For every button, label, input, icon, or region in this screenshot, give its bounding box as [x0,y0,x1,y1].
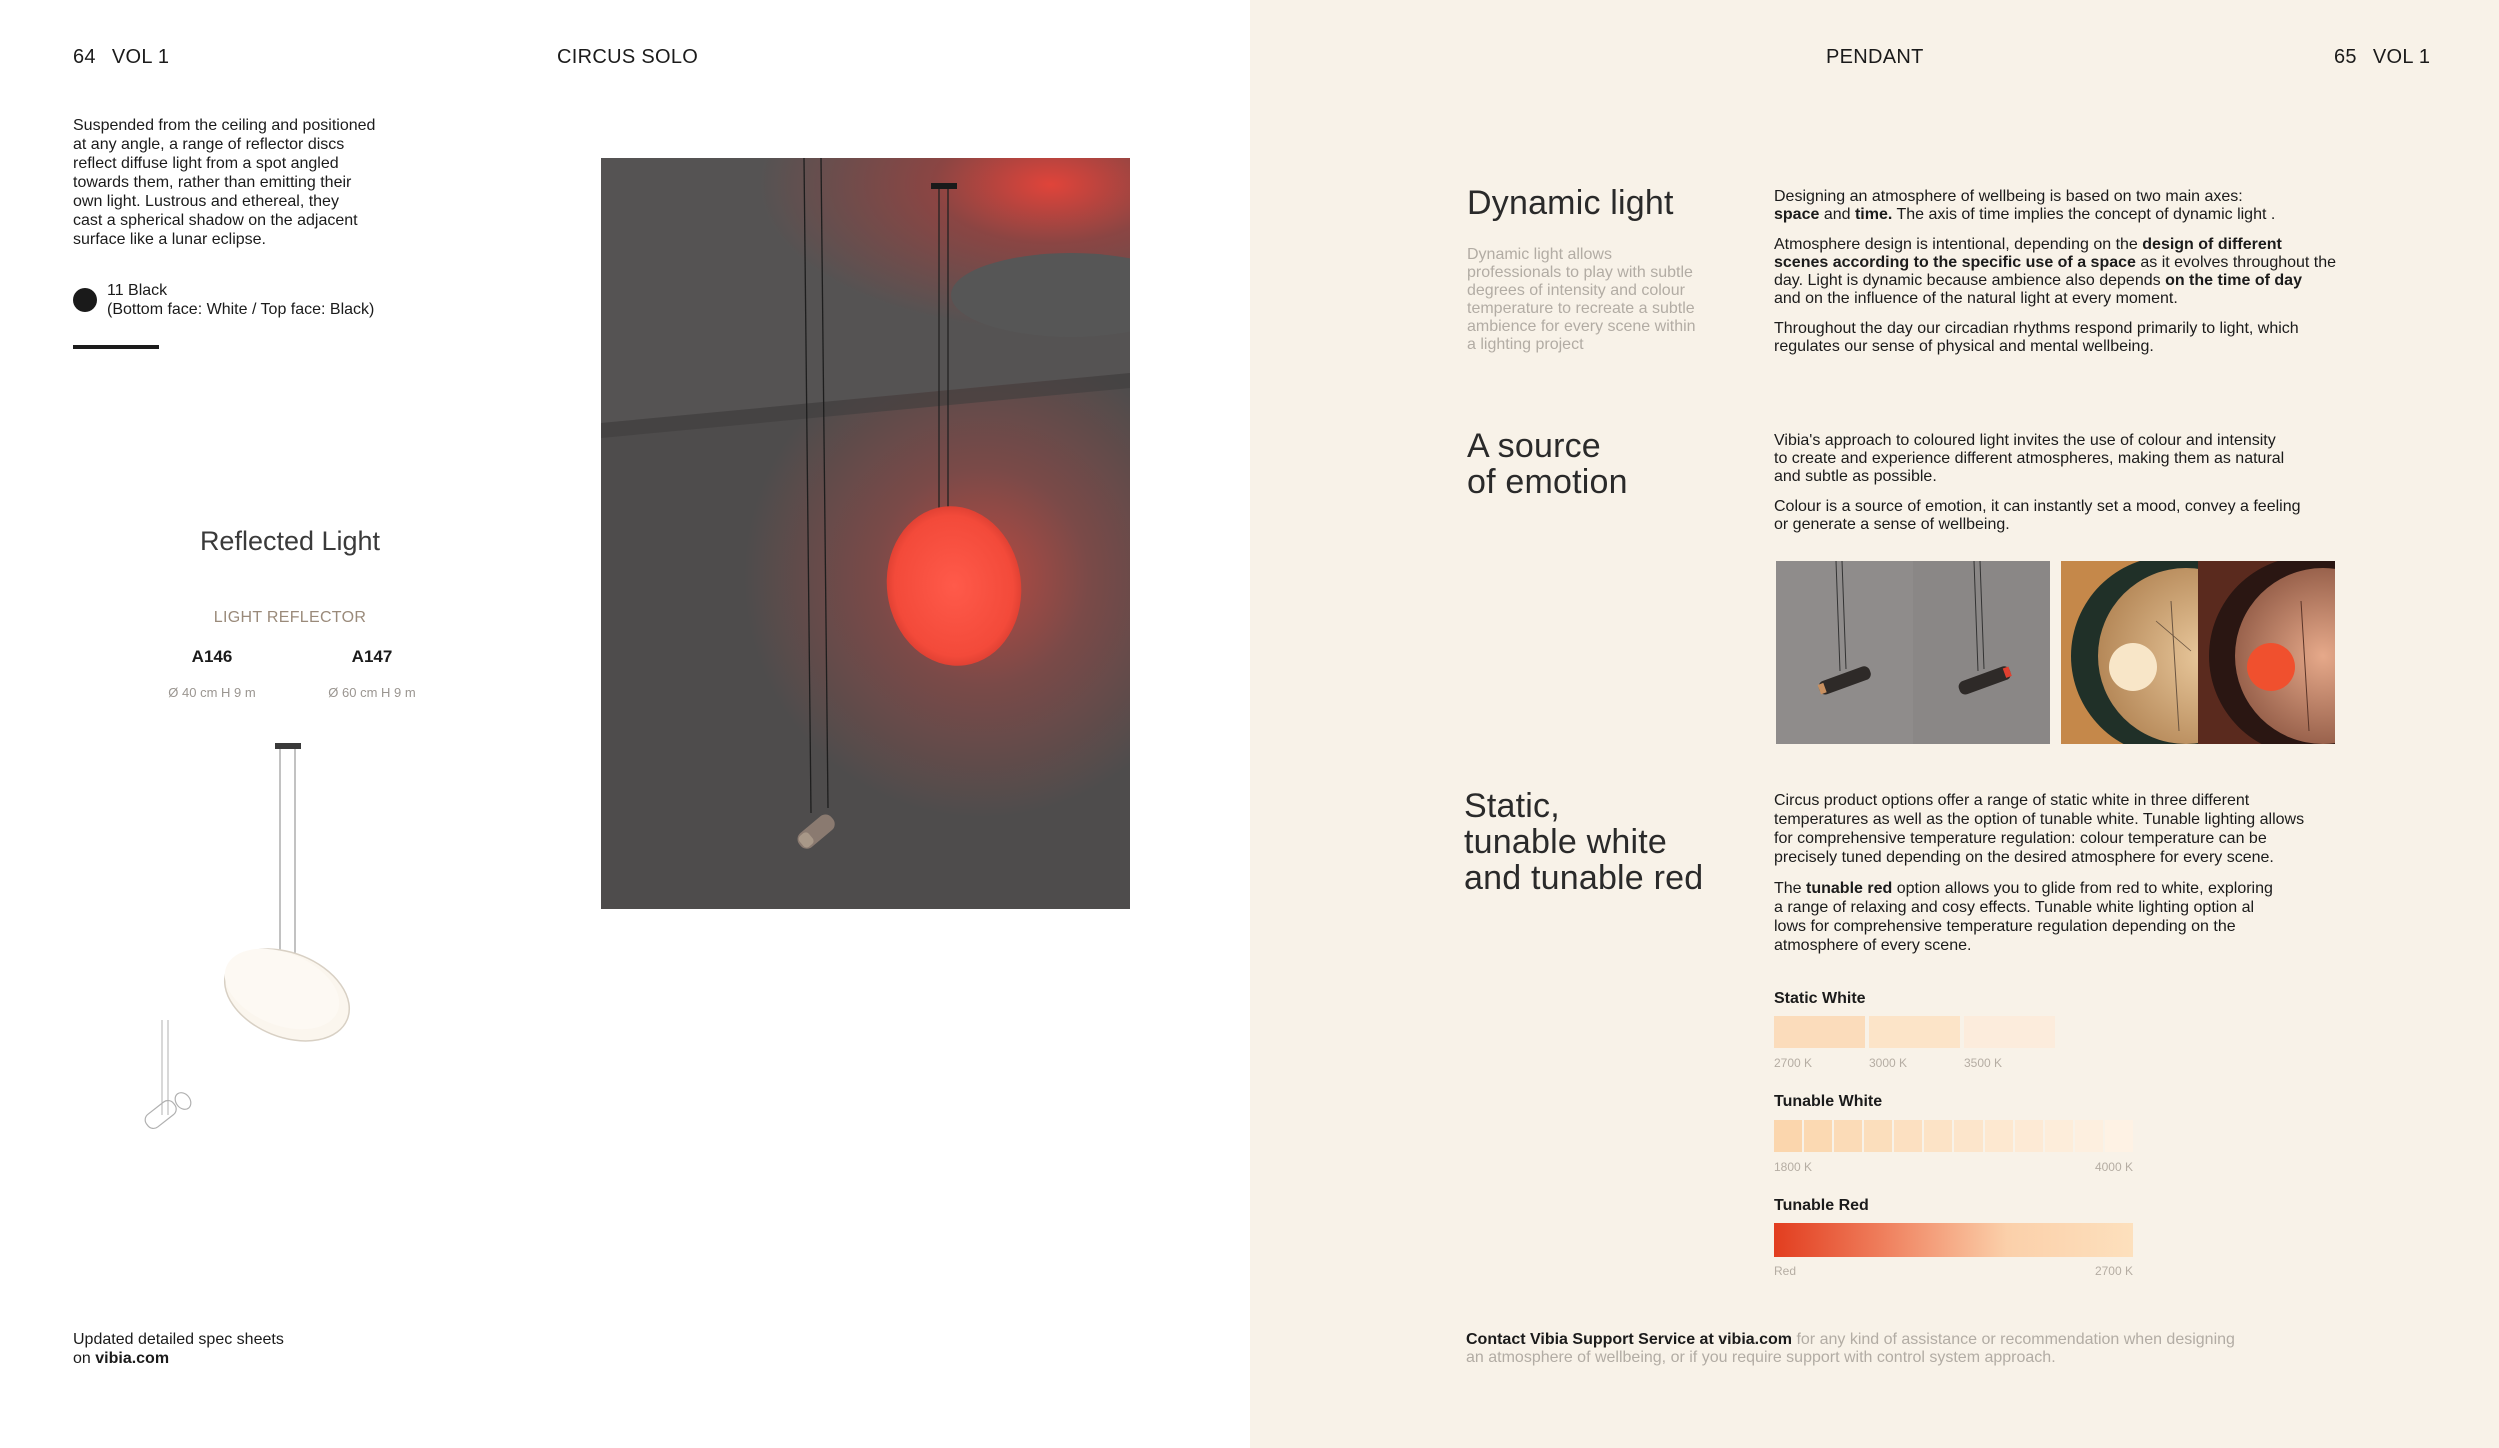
scale-step [1834,1120,1862,1152]
finish-name: 11 Black [107,282,168,299]
description-line: Suspended from the ceiling and positioned [73,117,376,134]
text: as it evolves throughout the [2135,254,2337,271]
paragraph [1774,791,2374,867]
scale-min-label: 1800 K [1774,1160,1813,1174]
text: or generate a sense of wellbeing. [1774,516,2010,533]
text: a range of relaxing and cosy effects. Tunable white lighting option al [1774,899,2255,916]
description-line: towards them, rather than emitting their [73,174,352,191]
intro-line: professionals to play with subtle [1467,264,1693,281]
swatch-label: 3500 K [1964,1056,2003,1070]
tunable-red-label: Tunable Red [1774,1197,1869,1214]
spec-sheet-line: Updated detailed spec sheets [73,1331,284,1348]
support-text: an atmosphere of wellbeing, or if you require support with control system approach. [1466,1349,2056,1366]
text: day. Light is dynamic because ambience also depends [1774,272,2166,289]
paragraph [1774,879,2374,955]
right-page [1250,0,2499,1448]
spec-sheet-prefix: on [73,1350,96,1367]
text: option allows you to glide from red to white, exploring [1892,880,2273,897]
dynamic-light-intro [1467,246,1747,354]
scale-step [1894,1120,1922,1152]
tunable-heading [1464,788,1703,896]
text: Throughout the day our circadian rhythms respond primarily to light, which [1774,320,2299,337]
product-description [73,116,433,249]
eclipse-photo [2061,561,2335,744]
swatch-3500k [1964,1016,2055,1048]
model-code: A147 [351,647,393,666]
emotion-heading [1467,428,1628,500]
spotlights-photo [1776,561,2050,744]
right-page-header [2334,46,2430,69]
intro-line: degrees of intensity and colour [1467,282,1685,299]
page-number: 64 [73,46,96,68]
text: and on the influence of the natural light at every moment. [1774,290,2178,307]
bold-text: space [1774,206,1820,223]
tunable-body [1774,791,2374,967]
text: Colour is a source of emotion, it can instantly set a mood, convey a feeling [1774,498,2301,515]
dynamic-light-body [1774,188,2374,368]
heading-line: and tunable red [1464,859,1704,897]
text: The axis of time implies the concept of dynamic light . [1892,206,2276,223]
finish-swatch [73,288,97,312]
static-white-label: Static White [1774,990,1866,1007]
product-photo [601,158,1130,909]
text: and subtle as possible. [1774,468,1937,485]
intro-line: temperature to recreate a subtle [1467,300,1695,317]
swatch-label: 2700 K [1774,1056,1813,1070]
scale-step [1985,1120,2013,1152]
text: The [1774,880,1807,897]
intro-line: ambience for every scene within [1467,318,1696,335]
bold-text: time. [1854,206,1893,223]
bold-text: tunable red [1806,880,1893,897]
description-line: cast a spherical shadow on the adjacent [73,212,358,229]
text: Designing an atmosphere of wellbeing is based on two main axes: [1774,188,2243,205]
heading-line: Static, [1464,787,1560,825]
text: lows for comprehensive temperature regulation depending on the [1774,918,2236,935]
finish-detail: (Bottom face: White / Top face: Black) [107,301,375,318]
scale-step [2015,1120,2043,1152]
tunable-red-gradient [1774,1223,2133,1257]
scale-step [1954,1120,1982,1152]
tunable-white-scale [1774,1120,2133,1152]
description-line: surface like a lunar eclipse. [73,231,266,248]
section-divider [73,345,159,349]
category-title: PENDANT [1826,46,1924,68]
diagram-title: Reflected Light [199,526,381,556]
intro-line: a lighting project [1467,336,1584,353]
text: Circus product options offer a range of static white in three different [1774,792,2250,809]
text: Atmosphere design is intentional, depending on the [1774,236,2143,253]
paragraph [1774,432,2374,486]
spec-sheet-note [73,1330,433,1368]
heading-line: A source [1467,427,1601,465]
description-line: own light. Lustrous and ethereal, they [73,193,339,210]
model-dims: Ø 60 cm H 9 m [328,685,416,700]
product-title: CIRCUS SOLO [557,46,699,68]
text: temperatures as well as the option of tunable white. Tunable lighting allows [1774,811,2305,828]
scale-step [2075,1120,2103,1152]
scale-step [2105,1120,2133,1152]
text: Vibia's approach to coloured light invites the use of colour and intensity [1774,432,2276,449]
volume-label: VOL 1 [111,46,170,68]
product-line-drawing [120,735,400,1155]
scale-min-label: Red [1774,1264,1797,1278]
swatch-3000k [1869,1016,1960,1048]
vibia-link[interactable]: vibia.com [95,1350,170,1367]
heading-line: tunable white [1464,823,1667,861]
scale-step [1774,1120,1802,1152]
diagram-subtitle: LIGHT REFLECTOR [213,609,367,626]
intro-line: Dynamic light allows [1467,246,1612,263]
tunable-white-label: Tunable White [1774,1093,1883,1110]
paragraph [1774,188,2374,224]
page-number: 65 [2334,46,2357,68]
bold-text: on the time of day [2165,272,2302,289]
scale-max-label: 2700 K [2094,1264,2133,1278]
text: atmosphere of every scene. [1774,937,1972,954]
text: regulates our sense of physical and mental wellbeing. [1774,338,2154,355]
dynamic-light-heading: Dynamic light [1467,184,1674,222]
text: for comprehensive temperature regulation: colour temperature can be [1774,830,2267,847]
paragraph [1774,236,2374,308]
left-page-header [73,46,169,69]
description-line: at any angle, a range of reflector discs [73,136,345,153]
paragraph [1774,498,2374,534]
swatch-label: 3000 K [1869,1056,1908,1070]
heading-line: of emotion [1467,463,1628,501]
volume-label: VOL 1 [2372,46,2431,68]
text: and [1819,206,1855,223]
scale-step [1864,1120,1892,1152]
static-white-swatches [1774,1016,2055,1048]
text: to create and experience different atmospheres, making them as natural [1774,450,2285,467]
text: precisely tuned depending on the desired atmosphere for every scene. [1774,849,2274,866]
model-code: A146 [191,647,233,666]
model-dims: Ø 40 cm H 9 m [168,685,256,700]
paragraph [1774,320,2374,356]
scale-max-label: 4000 K [2094,1160,2133,1174]
swatch-2700k [1774,1016,1865,1048]
support-link[interactable]: Contact Vibia Support Service at vibia.com [1466,1331,1793,1348]
bold-text: design of different [2142,236,2282,253]
finish-info [107,281,467,319]
scale-step [1804,1120,1832,1152]
scale-step [2045,1120,2073,1152]
description-line: reflect diffuse light from a spot angled [73,155,339,172]
bold-text: scenes according to the specific use of a space [1774,254,2136,271]
support-note [1466,1331,2366,1367]
emotion-body [1774,432,2374,546]
scale-step [1924,1120,1952,1152]
support-text: for any kind of assistance or recommendation when designing [1792,1331,2235,1348]
